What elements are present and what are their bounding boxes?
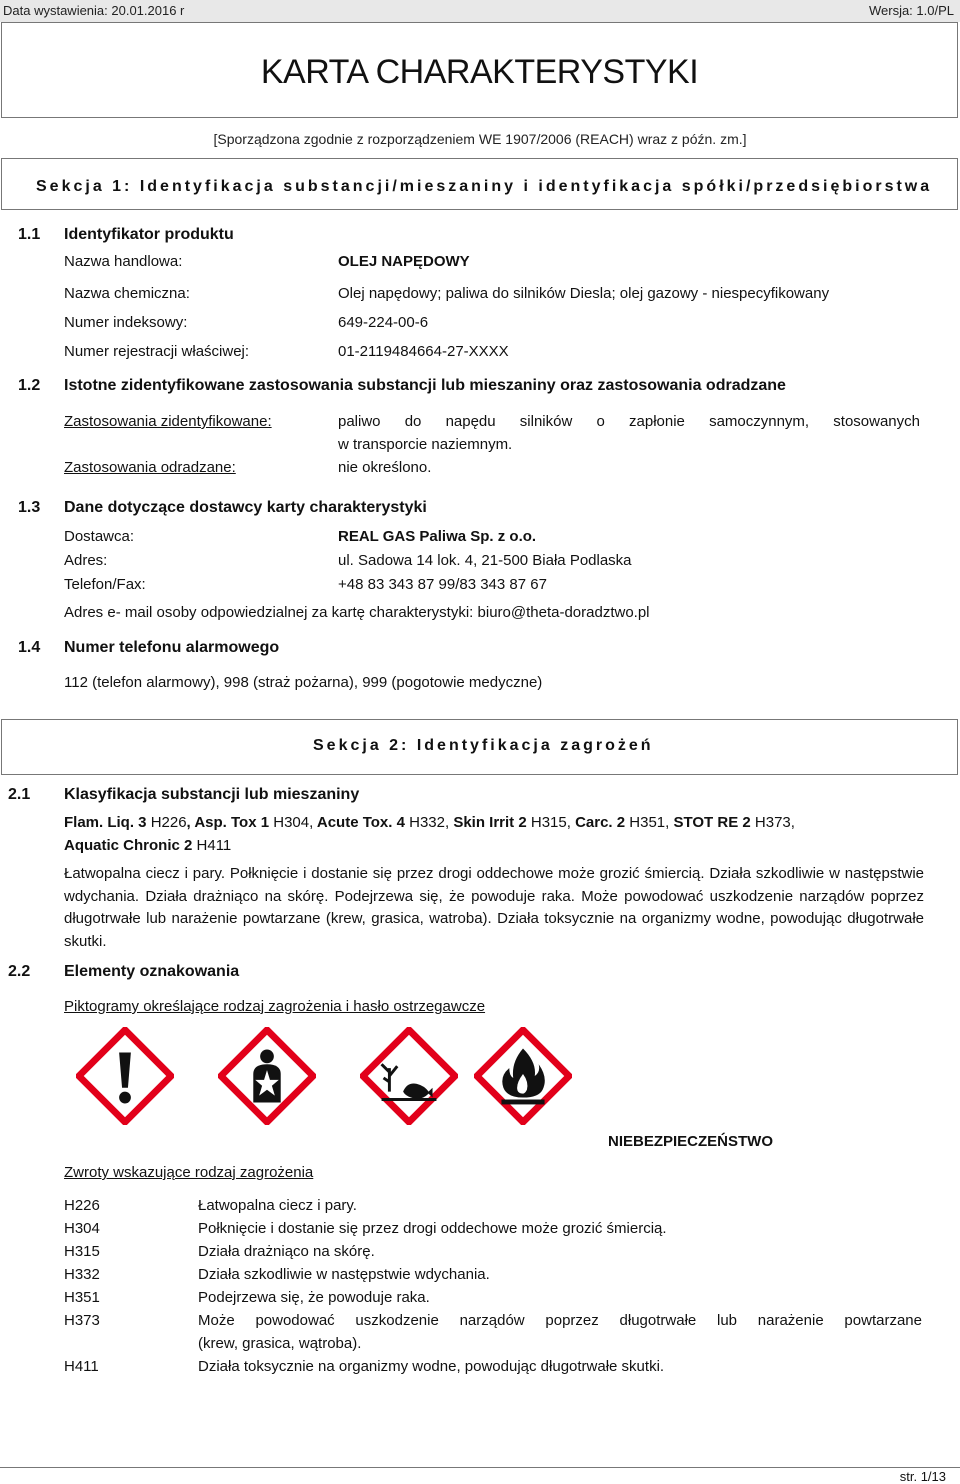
chemical-name-value: Olej napędowy; paliwa do silników Diesla; olej gazowy - niespecyfikowany [338,285,830,302]
identified-uses-label: Zastosowania zidentyfikowane: [64,413,272,430]
version-number: Wersja: 1.0/PL [868,3,954,18]
trade-name-value: OLEJ NAPĘDOWY [338,253,470,270]
hazard-text: Łatwopalna ciecz i pary. [198,1197,357,1214]
section-1-heading: Sekcja 1: Identyfikacja substancji/mieszaniny i identyfikacja spółki/przedsiębiorstwa [36,178,933,195]
s1-2-title: Istotne zidentyfikowane zastosowania substancji lub mieszaniny oraz zastosowania odradzane [64,377,786,394]
index-number-label: Numer indeksowy: [64,314,188,331]
phone-label: Telefon/Fax: [64,576,146,593]
flame-icon [474,1027,572,1125]
environment-icon [360,1027,458,1125]
s1-2-number: 1.2 [18,377,41,394]
page-number: str. 1/13 [899,1469,946,1484]
hazard-code: H332 [64,1266,100,1283]
s1-1-title: Identyfikator produktu [64,226,234,243]
hazard-classification: Flam. Liq. 3 H226, Asp. Tox 1 H304, Acute Tox. 4 H332, Skin Irrit 2 H315, Carc. 2 H351, STOT RE 2 H373, Aquatic Chronic 2 H411 [64,814,795,854]
hazard-text: Działa szkodliwie w następstwie wdychania. [198,1266,490,1283]
s2-1-title: Klasyfikacja substancji lub mieszaniny [64,786,360,803]
uses-advised-against-value: nie określono. [338,459,432,476]
address-label: Adres: [64,552,108,569]
chemical-name-label: Nazwa chemiczna: [64,285,190,302]
hazard-text: Może powodować uszkodzenie narządów poprzez długotrwałe lub narażenie powtarzane [198,1312,922,1329]
responsible-email-line[interactable]: Adres e- mail osoby odpowiedzialnej za kartę charakterystyki: biuro@theta-doradztwo.pl [64,604,650,621]
s1-3-number: 1.3 [18,499,41,516]
hazard-code: H411 [64,1358,99,1375]
hazard-statements-label: Zwroty wskazujące rodzaj zagrożenia [64,1164,314,1181]
hazard-code: H373 [64,1312,100,1329]
document-header-bar [0,0,960,22]
hazard-code: H351 [64,1289,100,1306]
registration-number-label: Numer rejestracji właściwej: [64,343,250,360]
signal-word: NIEBEZPIECZEŃSTWO [608,1133,774,1150]
identified-uses-value-line2: w transporcie naziemnym. [338,436,513,453]
s2-2-number: 2.2 [8,963,31,980]
exclamation-mark-icon [76,1027,174,1125]
hazard-text: Działa toksycznie na organizmy wodne, powodując długotrwałe skutki. [198,1358,665,1375]
supplier-value: REAL GAS Paliwa Sp. z o.o. [338,528,537,545]
hazard-text: Działa drażniąco na skórę. [198,1243,375,1260]
address-value: ul. Sadowa 14 lok. 4, 21-500 Biała Podlaska [338,552,632,569]
uses-advised-against-label: Zastosowania odradzane: [64,459,236,476]
health-hazard-icon [218,1027,316,1125]
s1-3-title: Dane dotyczące dostawcy karty charakterystyki [64,499,427,516]
section-2-box [1,719,958,775]
section-2-heading: Sekcja 2: Identyfikacja zagrożeń [313,737,654,754]
document-title: KARTA CHARAKTERYSTYKI [260,53,699,91]
s1-4-number: 1.4 [18,639,41,656]
hazard-text-continued: (krew, grasica, wątroba). [198,1335,362,1352]
hazard-text: Połknięcie i dostanie się przez drogi oddechowe może grozić śmiercią. [198,1220,667,1237]
hazard-description: Łatwopalna ciecz i pary. Połknięcie i dostanie się przez drogi oddechowe może grozić śmiercią. Działa szkodliwie w następstwie wdychania. Działa drażniąco na skórę. Podejrzewa się, że powoduje raka. Może powodować uszkodzenie narządów poprzez długotrwałe lub narażenie powtarzane (krew, grasica, watroba). Działa toksycznie na organizmy wodne, powodując długotrwałe skutki. [64,865,924,950]
trade-name-label: Nazwa handlowa: [64,253,183,270]
pictograms-label: Piktogramy określające rodzaj zagrożenia i hasło ostrzegawcze [64,998,486,1015]
emergency-phone-numbers: 112 (telefon alarmowy), 998 (straż pożarna), 999 (pogotowie medyczne) [64,674,543,691]
title-box [1,22,958,118]
identified-uses-value-line1: paliwo do napędu silników o zapłonie samoczynnym, stosowanych [338,413,920,430]
phone-value: +48 83 343 87 99/83 343 87 67 [338,576,547,593]
s2-1-number: 2.1 [8,786,31,803]
index-number-value: 649-224-00-6 [338,314,429,331]
supplier-label: Dostawca: [64,528,135,545]
s1-4-title: Numer telefonu alarmowego [64,639,280,656]
hazard-text: Podejrzewa się, że powoduje raka. [198,1289,430,1306]
section-1-box [1,158,958,210]
registration-number-value: 01-2119484664-27-XXXX [338,343,509,360]
s1-1-number: 1.1 [18,226,41,243]
footer-divider [0,1467,960,1468]
hazard-code: H315 [64,1243,100,1260]
hazard-code: H226 [64,1197,100,1214]
hazard-code: H304 [64,1220,100,1237]
regulation-note: [Sporządzona zgodnie z rozporządzeniem WE 1907/2006 (REACH) wraz z późn. zm.] [213,131,747,147]
issue-date: Data wystawienia: 20.01.2016 r [3,3,185,18]
s2-2-title: Elementy oznakowania [64,963,240,980]
